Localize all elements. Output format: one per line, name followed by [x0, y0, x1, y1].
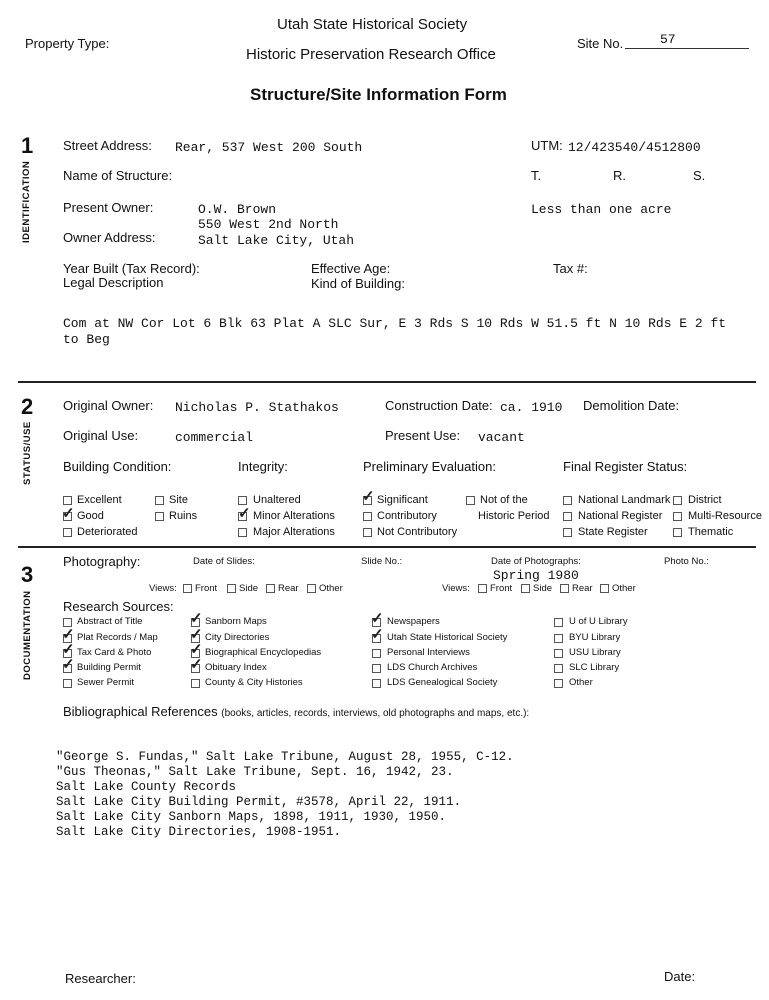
multi-resource-checkbox[interactable]: [673, 512, 682, 521]
reference-line: "Gus Theonas," Salt Lake Tribune, Sept. 16, 1942, 23.: [56, 765, 454, 779]
building-permit-checkmark-icon: ✓: [62, 656, 75, 673]
lds-archives-label: LDS Church Archives: [387, 662, 478, 673]
structure-name-label: Name of Structure:: [63, 168, 173, 183]
significant-label: Significant: [377, 494, 428, 506]
slc-library-label: SLC Library: [569, 662, 620, 673]
plat-records-checkmark-icon: ✓: [62, 626, 75, 643]
unaltered-label: Unaltered: [253, 494, 301, 506]
personal-interviews-label: Personal Interviews: [387, 647, 470, 658]
contributory-label: Contributory: [377, 510, 437, 522]
minor-alterations-checkmark-icon: ✓: [238, 505, 251, 522]
office-name: Historic Preservation Research Office: [246, 46, 496, 63]
other-source-checkbox[interactable]: [554, 679, 563, 688]
deteriorated-checkbox[interactable]: [63, 528, 72, 537]
usu-library-label: USU Library: [569, 647, 621, 658]
city-directories-label: City Directories: [205, 632, 270, 643]
good-label: Good: [77, 510, 104, 522]
personal-interviews-checkbox[interactable]: [372, 649, 381, 658]
form-title: Structure/Site Information Form: [250, 85, 507, 104]
sewer-permit-checkbox[interactable]: [63, 679, 72, 688]
photography-label: Photography:: [63, 554, 141, 569]
not-of-the-label: Not of the: [480, 494, 528, 506]
lds-genealogical-label: LDS Genealogical Society: [387, 677, 498, 688]
abstract-label: Abstract of Title: [77, 616, 143, 627]
newspapers-checkmark-icon: ✓: [371, 610, 384, 627]
s-label: S.: [693, 168, 706, 183]
ushs-label: Utah State Historical Society: [387, 632, 508, 643]
biblio-note: (books, articles, records, interviews, old photographs and maps, etc.):: [221, 708, 530, 719]
owner-name: O.W. Brown: [198, 202, 277, 217]
research-sources-label: Research Sources:: [63, 599, 174, 614]
slide-rear-checkbox[interactable]: [266, 584, 275, 593]
section-3-number: 3: [21, 562, 34, 587]
slide-views-label: Views:: [149, 583, 177, 594]
demolition-date-label: Demolition Date:: [583, 398, 680, 413]
year-built-label: Year Built (Tax Record):: [63, 261, 200, 276]
unaltered-checkbox[interactable]: [238, 496, 247, 505]
significant-checkmark-icon: ✓: [362, 488, 375, 505]
section-1-number: 1: [21, 133, 34, 158]
original-owner-value: Nicholas P. Stathakos: [175, 400, 339, 415]
tax-number-label: Tax #:: [553, 261, 588, 276]
site-no-value: 57: [660, 32, 676, 47]
excellent-label: Excellent: [77, 494, 122, 506]
street-address-label: Street Address:: [63, 138, 152, 153]
lds-genealogical-checkbox[interactable]: [372, 679, 381, 688]
national-landmark-label: National Landmark: [578, 494, 671, 506]
date-of-photographs-label: Date of Photographs:: [491, 556, 581, 567]
slide-other-checkbox[interactable]: [307, 584, 316, 593]
contributory-checkbox[interactable]: [363, 512, 372, 521]
final-register-label: Final Register Status:: [563, 459, 688, 474]
national-register-checkbox[interactable]: [563, 512, 572, 521]
slide-side-checkbox[interactable]: [227, 584, 236, 593]
usu-library-checkbox[interactable]: [554, 649, 563, 658]
acreage-value: Less than one acre: [531, 202, 672, 217]
uofu-library-checkbox[interactable]: [554, 618, 563, 627]
historic-period-label: Historic Period: [478, 510, 550, 522]
national-landmark-checkbox[interactable]: [563, 496, 572, 505]
newspapers-label: Newspapers: [387, 616, 440, 627]
present-owner-label: Present Owner:: [63, 200, 154, 215]
obituary-index-label: Obituary Index: [205, 662, 267, 673]
original-owner-label: Original Owner:: [63, 398, 154, 413]
present-use-value: vacant: [478, 430, 525, 445]
r-label: R.: [613, 168, 626, 183]
utm-value: 12/423540/4512800: [568, 140, 701, 155]
photo-rear-label: Rear: [572, 583, 593, 594]
reference-line: Salt Lake City Directories, 1908-1951.: [56, 825, 342, 839]
ruins-checkbox[interactable]: [155, 512, 164, 521]
original-use-value: commercial: [175, 430, 254, 445]
deteriorated-label: Deteriorated: [77, 526, 138, 538]
not-contributory-label: Not Contributory: [377, 526, 458, 538]
obituary-index-checkmark-icon: ✓: [190, 656, 203, 673]
thematic-checkbox[interactable]: [673, 528, 682, 537]
owner-address-label: Owner Address:: [63, 230, 156, 245]
uofu-library-label: U of U Library: [569, 616, 628, 627]
site-checkbox[interactable]: [155, 496, 164, 505]
plat-records-label: Plat Records / Map: [77, 632, 158, 643]
section-3-side-label: DOCUMENTATION: [22, 590, 33, 680]
site-label: Site: [169, 494, 188, 506]
org-name: Utah State Historical Society: [277, 16, 468, 33]
property-type-label: Property Type:: [25, 36, 110, 51]
ruins-label: Ruins: [169, 510, 198, 522]
photo-side-label: Side: [533, 583, 553, 594]
sanborn-label: Sanborn Maps: [205, 616, 267, 627]
section-divider-1: [18, 381, 756, 383]
date-label: Date:: [664, 969, 696, 984]
minor-alterations-label: Minor Alterations: [253, 510, 335, 522]
photo-other-checkbox[interactable]: [600, 584, 609, 593]
district-label: District: [688, 494, 722, 506]
building-permit-label: Building Permit: [77, 662, 141, 673]
section-divider-2: [18, 546, 756, 548]
legal-description-line2: to Beg: [63, 332, 110, 347]
photo-views-label: Views:: [442, 583, 470, 594]
date-of-slides-label: Date of Slides:: [193, 556, 255, 567]
slide-front-label: Front: [195, 583, 218, 594]
tax-card-label: Tax Card & Photo: [77, 647, 152, 658]
integrity-label: Integrity:: [238, 459, 288, 474]
owner-address-line3: Salt Lake City, Utah: [198, 233, 355, 248]
photo-side-checkbox[interactable]: [521, 584, 530, 593]
site-no-label: Site No.: [577, 36, 624, 51]
t-label: T.: [531, 168, 542, 183]
city-directories-checkmark-icon: ✓: [190, 626, 203, 643]
building-condition-label: Building Condition:: [63, 459, 172, 474]
original-use-label: Original Use:: [63, 428, 139, 443]
national-register-label: National Register: [578, 510, 663, 522]
bio-encyclopedias-label: Biographical Encyclopedias: [205, 647, 322, 658]
bio-encyclopedias-checkmark-icon: ✓: [190, 641, 203, 658]
county-histories-label: County & City Histories: [205, 677, 303, 688]
reference-line: "George S. Fundas," Salt Lake Tribune, August 28, 1955, C-12.: [56, 750, 514, 764]
construction-date-label: Construction Date:: [385, 398, 493, 413]
site-no-underline: [625, 48, 749, 49]
slc-library-checkbox[interactable]: [554, 664, 563, 673]
photo-rear-checkbox[interactable]: [560, 584, 569, 593]
bibliographical-references-heading: [63, 704, 529, 719]
researcher-label: Researcher:: [65, 971, 136, 986]
good-checkmark-icon: ✓: [62, 505, 75, 522]
photo-front-checkbox[interactable]: [478, 584, 487, 593]
tax-card-checkmark-icon: ✓: [62, 641, 75, 658]
kind-of-building-label: Kind of Building:: [311, 276, 405, 291]
section-2-number: 2: [21, 394, 34, 419]
excellent-checkbox[interactable]: [63, 496, 72, 505]
sanborn-checkmark-icon: ✓: [190, 610, 203, 627]
not-contributory-checkbox[interactable]: [363, 528, 372, 537]
effective-age-label: Effective Age:: [311, 261, 391, 276]
byu-library-checkbox[interactable]: [554, 634, 563, 643]
photo-front-label: Front: [490, 583, 513, 594]
lds-archives-checkbox[interactable]: [372, 664, 381, 673]
section-1-side-label: IDENTIFICATION: [21, 160, 32, 243]
construction-date-value: ca. 1910: [500, 400, 563, 415]
slide-rear-label: Rear: [278, 583, 299, 594]
sewer-permit-label: Sewer Permit: [77, 677, 135, 688]
major-alterations-checkbox[interactable]: [238, 528, 247, 537]
not-of-historic-period-checkbox[interactable]: [466, 496, 475, 505]
photo-other-label: Other: [612, 583, 636, 594]
thematic-label: Thematic: [688, 526, 734, 538]
biblio-label: Bibliographical References: [63, 704, 218, 719]
multi-resource-label: Multi-Resource: [688, 510, 762, 522]
reference-line: Salt Lake City Building Permit, #3578, April 22, 1911.: [56, 795, 462, 809]
present-use-label: Present Use:: [385, 428, 461, 443]
county-histories-checkbox[interactable]: [191, 679, 200, 688]
preliminary-evaluation-label: Preliminary Evaluation:: [363, 459, 496, 474]
date-of-photographs-value: Spring 1980: [493, 568, 579, 583]
reference-line: Salt Lake County Records: [56, 780, 237, 794]
utm-label: UTM:: [531, 138, 563, 153]
section-2-side-label: STATUS/USE: [22, 421, 33, 485]
byu-library-label: BYU Library: [569, 632, 621, 643]
state-register-checkbox[interactable]: [563, 528, 572, 537]
state-register-label: State Register: [578, 526, 648, 538]
legal-description-label: Legal Description: [63, 275, 164, 290]
other-source-label: Other: [569, 677, 593, 688]
slide-other-label: Other: [319, 583, 343, 594]
ushs-checkmark-icon: ✓: [371, 626, 384, 643]
street-address-value: Rear, 537 West 200 South: [175, 140, 363, 155]
major-alterations-label: Major Alterations: [253, 526, 335, 538]
slide-no-label: Slide No.:: [361, 556, 403, 567]
slide-side-label: Side: [239, 583, 259, 594]
district-checkbox[interactable]: [673, 496, 682, 505]
reference-line: Salt Lake City Sanborn Maps, 1898, 1911, 1930, 1950.: [56, 810, 447, 824]
owner-address-line2: 550 West 2nd North: [198, 217, 339, 232]
slide-front-checkbox[interactable]: [183, 584, 192, 593]
photo-no-label: Photo No.:: [664, 556, 709, 567]
legal-description-line1: Com at NW Cor Lot 6 Blk 63 Plat A SLC Sur, E 3 Rds S 10 Rds W 51.5 ft N 10 Rds E 2 ft: [63, 316, 727, 331]
